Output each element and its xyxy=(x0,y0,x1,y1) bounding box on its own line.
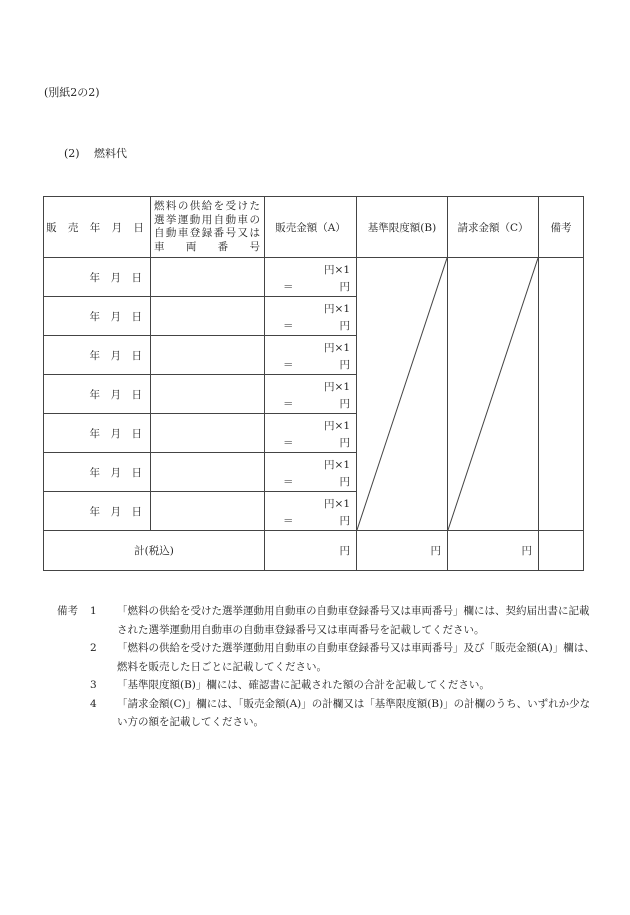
registration-field[interactable] xyxy=(151,492,265,531)
header-sale-date: 販 売 年 月 日 xyxy=(44,197,151,258)
amount-equals: ＝ xyxy=(283,359,294,371)
amount-equals: ＝ xyxy=(283,437,294,449)
registration-field[interactable] xyxy=(151,297,265,336)
claim-amount-crossed-out xyxy=(448,258,539,531)
amount-unit-label: 円×1 xyxy=(324,303,350,315)
remarks-field[interactable] xyxy=(539,258,584,531)
note-text: 「基準限度額(B)」欄には、確認書に記載された額の合計を記載してください。 xyxy=(117,679,490,691)
amount-equals: ＝ xyxy=(283,476,294,488)
sale-amount-field[interactable] xyxy=(265,297,357,336)
section-title: 燃料代 xyxy=(94,147,127,160)
amount-yen-label: 円 xyxy=(339,359,350,371)
note-number: 3 xyxy=(90,679,97,691)
sale-amount-field[interactable] xyxy=(265,453,357,492)
registration-field[interactable] xyxy=(151,414,265,453)
sale-date-field[interactable]: 年 月 日 xyxy=(44,453,151,492)
amount-yen-label: 円 xyxy=(339,398,350,410)
sale-date-field[interactable]: 年 月 日 xyxy=(44,375,151,414)
header-registration-number: 燃料の供給を受けた選挙運動用自動車の自動車登録番号又は車両番号 xyxy=(151,197,265,258)
sale-amount-field[interactable] xyxy=(265,258,357,297)
total-row xyxy=(44,531,584,571)
amount-unit-label: 円×1 xyxy=(324,459,350,471)
total-sale-amount-field[interactable]: 円 xyxy=(265,531,357,571)
sale-date-field[interactable]: 年 月 日 xyxy=(44,258,151,297)
sale-date-field[interactable]: 年 月 日 xyxy=(44,336,151,375)
note-item xyxy=(57,676,597,695)
sale-amount-field[interactable] xyxy=(265,336,357,375)
total-remarks-field[interactable] xyxy=(539,531,584,571)
table-header-row xyxy=(44,197,584,258)
note-text: 「燃料の供給を受けた選挙運動用自動車の自動車登録番号又は車両番号」及び「販売金額(A)」欄は、燃料を販売した日ごとに記載してください。 xyxy=(117,642,595,673)
sale-date-field[interactable]: 年 月 日 xyxy=(44,297,151,336)
registration-field[interactable] xyxy=(151,453,265,492)
header-remarks: 備考 xyxy=(539,197,584,258)
document-label: (別紙2の2) xyxy=(44,86,100,99)
total-base-limit-field[interactable]: 円 xyxy=(357,531,448,571)
header-sale-amount: 販売金額（A） xyxy=(265,197,357,258)
section-heading xyxy=(64,145,127,161)
sale-amount-field[interactable] xyxy=(265,492,357,531)
amount-unit-label: 円×1 xyxy=(324,498,350,510)
note-item xyxy=(57,695,597,732)
diagonal-strike-icon xyxy=(448,258,538,530)
sale-date-field[interactable]: 年 月 日 xyxy=(44,492,151,531)
registration-field[interactable] xyxy=(151,258,265,297)
note-text: 「燃料の供給を受けた選挙運動用自動車の自動車登録番号又は車両番号」欄には、契約届出書に記載された選挙運動用自動車の自動車登録番号又は車両番号を記載してください。 xyxy=(117,605,590,636)
amount-yen-label: 円 xyxy=(339,437,350,449)
base-limit-crossed-out xyxy=(357,258,448,531)
header-base-limit: 基準限度額(B) xyxy=(357,197,448,258)
sale-amount-field[interactable] xyxy=(265,375,357,414)
note-text: 「請求金額(C)」欄には、「販売金額(A)」の計欄又は「基準限度額(B)」の計欄のうち、いずれか少ない方の額を記載してください。 xyxy=(117,697,591,728)
amount-equals: ＝ xyxy=(283,320,294,332)
note-item xyxy=(57,602,597,639)
amount-yen-label: 円 xyxy=(339,515,350,527)
sale-date-field[interactable]: 年 月 日 xyxy=(44,414,151,453)
registration-field[interactable] xyxy=(151,336,265,375)
notes-heading: 備考 xyxy=(57,605,78,617)
amount-equals: ＝ xyxy=(283,281,294,293)
amount-yen-label: 円 xyxy=(339,476,350,488)
note-number: 4 xyxy=(90,697,97,710)
amount-yen-label: 円 xyxy=(339,320,350,332)
header-claim-amount: 請求金額（C） xyxy=(448,197,539,258)
diagonal-strike-icon xyxy=(357,258,447,530)
sale-amount-field[interactable] xyxy=(265,414,357,453)
table-row xyxy=(44,258,584,297)
amount-unit-label: 円×1 xyxy=(324,342,350,354)
note-number: 2 xyxy=(90,642,97,654)
amount-equals: ＝ xyxy=(283,515,294,527)
amount-yen-label: 円 xyxy=(339,281,350,293)
section-number: (2) xyxy=(64,147,80,160)
registration-field[interactable] xyxy=(151,375,265,414)
total-label: 計(税込) xyxy=(44,531,265,571)
total-claim-amount-field[interactable]: 円 xyxy=(448,531,539,571)
note-item xyxy=(57,639,597,676)
amount-equals: ＝ xyxy=(283,398,294,410)
fuel-cost-table xyxy=(43,196,584,571)
amount-unit-label: 円×1 xyxy=(324,264,350,276)
notes-section xyxy=(57,602,597,732)
amount-unit-label: 円×1 xyxy=(324,381,350,393)
amount-unit-label: 円×1 xyxy=(324,420,350,432)
note-number: 1 xyxy=(90,605,97,617)
